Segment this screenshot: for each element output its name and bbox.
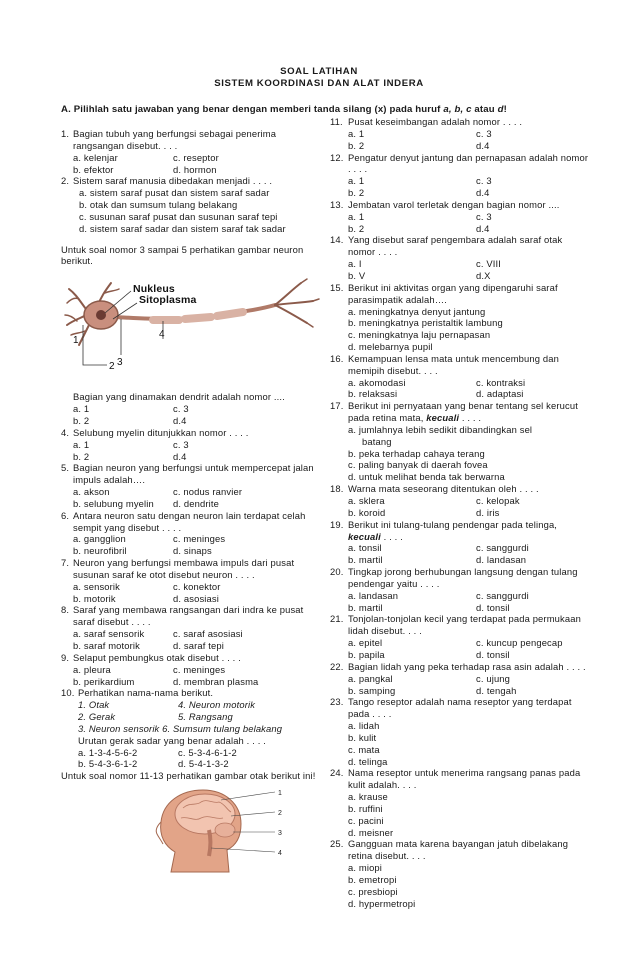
brain-label-3: 3 [278,830,283,838]
option-d: d. untuk melihat benda tak berwarna [348,471,505,483]
option-b: b. 2 [348,222,365,234]
option-b: b. motorik [73,592,116,604]
option-b: b. V [348,269,366,281]
question-18: 18. Warna mata seseorang ditentukan oleh . . . . a. sklera c. kelopak b. koroid d. iris [330,483,590,519]
label-4: 4 [159,329,165,341]
option-c: c. paling banyak di daerah fovea [348,459,488,471]
statement-4: 4. Neuron motorik [178,699,256,711]
option-b: b. relaksasi [348,388,398,400]
option-c: c. 3 [476,175,492,187]
option-d: d.4 [173,414,187,426]
statement-5: 5. Rangsang [178,711,233,723]
note-neuron: Untuk soal nomor 3 sampai 5 perhatikan gambar neuron berikut. [61,243,304,267]
option-a: a. 1-3-4-5-6-2 [78,746,138,758]
option-c: c. reseptor [173,151,219,163]
option-c: c. 3 [173,403,189,415]
statement-2: 2. Gerak [78,711,116,723]
option-a: a. gangglion [73,533,126,545]
option-a: a. miopi [348,862,383,874]
label-nucleus: Nukleus [133,283,175,296]
question-8: 8. Saraf yang membawa rangsangan dari indra ke pusat saraf disebut . . . . a. saraf sensorik c. saraf asosiasi b. saraf motorik d. saraf tepi [61,604,323,651]
question-12: 12. Pengatur denyut jantung dan pernapasan adalah nomor . . . . a. 1 c. 3 b. 2 d.4 [330,151,589,199]
label-1: 1 [73,335,79,347]
option-c: c. presbiopi [348,885,398,897]
option-b: b. selubung myelin [73,497,154,509]
option-a: a. tonsil [348,542,382,554]
label-sitoplasma: Sitoplasma [139,294,197,307]
question-14: 14. Yang disebut saraf pengembara adalah saraf otak nomor . . . . a. I c. VIII b. V d.X [330,234,590,281]
option-b: b. emetropi [348,874,397,885]
question-13: 13. Jembatan varol terletak dengan bagian nomor .... a. 1 c. 3 b. 2 d.4 [330,199,590,235]
option-a: a. kelenjar [73,151,118,163]
option-b: b. 2 [73,414,90,426]
option-d: d.4 [476,139,490,151]
option-d: d. tonsil [476,601,510,613]
option-d: d. saraf tepi [173,640,224,651]
question-24: 24. Nama reseptor untuk menerima rangsang panas pada kulit adalah. . . . a. krause b. ruffini c. pacini d. meisner [330,767,590,838]
option-b: b. 5-4-3-6-1-2 [78,758,138,770]
label-2: 2 [109,361,115,373]
page-title: SOAL LATIHAN [280,66,358,77]
option-d: d. dendrite [173,497,219,509]
option-b: b. neurofibril [73,545,127,557]
option-b: b. martil [348,554,383,566]
option-d: d. tonsil [476,648,510,660]
question-22: 22. Bagian lidah yang peka terhadap rasa asin adalah . . . . a. pangkal c. ujung b. samping d. tengah [330,661,590,697]
question-7: 7. Neuron yang berfungsi membawa impuls dari pusat susunan saraf ke otot disebut neuron . . . . a. sensorik c. konektor b. motorik d. asosiasi [61,557,323,604]
option-b: b. martil [348,601,383,613]
option-d: d. telinga [348,755,388,767]
question-20: 20. Tingkap jorong berhubungan langsung dengan tulang pendengar yaitu . . . . a. landasan c. sanggurdi b. martil d. tonsil [330,566,590,613]
option-a: a. meningkatnya denyut jantung [348,305,486,317]
option-c: c. konektor [173,580,221,592]
option-d: d. sistem saraf sadar dan sistem saraf tak sadar [79,222,286,234]
question-23: 23. Tango reseptor adalah nama reseptor yang terdapat pada . . . . a. lidah b. kulit c. mata d. telinga [330,696,590,767]
statement-1: 1. Otak [78,699,110,711]
option-a: a. 1 [348,175,365,187]
option-d: d. landasan [476,554,527,566]
option-d: d. meisner [348,826,394,838]
option-a: a. saraf sensorik [73,628,145,640]
option-c: c. 3 [173,438,189,450]
option-a: a. 1 [73,438,90,450]
option-d: d.4 [476,222,490,234]
statement-3-6: 3. Neuron sensorik 6. Sumsum tulang belakang [78,722,283,734]
option-a: a. 1 [73,403,90,415]
neuron-figure [61,273,323,379]
option-d: d. melebarnya pupil [348,341,433,353]
question-9: 9. Selaput pembungkus otak disebut . . . . a. pleura c. meninges b. perikardium d. membran plasma [61,652,323,688]
option-c: c. pacini [348,814,384,826]
option-b: b. peka terhadap cahaya terang [348,447,485,459]
option-c: c. susunan saraf pusat dan susunan saraf tepi [79,210,278,222]
right-column [330,116,590,910]
question-16: 16. Kemampuan lensa mata untuk mencembung dan memipih disebut. . . . a. akomodasi c. kontraksi b. relaksasi d. adaptasi [330,353,590,400]
option-c: c. meninges [173,533,226,545]
option-c: c. ujung [476,672,511,684]
question-4: 4. Selubung myelin ditunjukkan nomor . . . . a. 1 c. 3 b. 2 d.4 [61,427,323,463]
option-d: d. iris [476,506,500,518]
option-c: c. VIII [476,258,502,270]
option-c: c. mata [348,743,380,755]
brain-label-2: 2 [278,810,283,818]
option-b: b. 2 [348,187,365,199]
question-5: 5. Bagian neuron yang berfungsi untuk mempercepat jalan impuls adalah…. a. akson c. nodus ranvier b. selubung myelin d. dendrite [61,462,323,509]
option-a: a. lidah [348,720,380,732]
option-c: c. sanggurdi [476,542,529,554]
option-b: b. 2 [348,139,365,151]
left-column [61,128,323,876]
option-b: b. saraf motorik [73,640,141,651]
option-b: b. efektor [73,163,114,175]
question-2: 2. Sistem saraf manusia dibedakan menjadi . . . . a. sistem saraf pusat dan sistem saraf sadar b. otak dan sumsum tulang belakang c. susunan saraf pusat dan susunan saraf tepi d. sistem saraf sadar dan sistem saraf tak sadar [61,175,323,234]
option-c: c. 3 [476,210,492,222]
label-3: 3 [117,357,123,369]
brain-label-4: 4 [278,850,283,858]
option-a: a. epitel [348,637,383,649]
option-c: c. 5-3-4-6-1-2 [178,746,237,758]
option-c: c. saraf asosiasi [173,628,243,640]
question-3: Bagian yang dinamakan dendrit adalah nomor .... a. 1 c. 3 b. 2 d.4 [61,391,323,427]
question-25: 25. Gangguan mata karena bayangan jatuh dibelakang retina disebut. . . . a. miopi b. emetropi c. presbiopi d. hypermetropi [330,838,590,909]
question-10-order: Urutan gerak sadar yang benar adalah . . . . [78,734,266,746]
option-d: d. 5-4-1-3-2 [178,758,229,770]
option-c: c. kontraksi [476,376,526,388]
option-d: d. adaptasi [476,388,524,400]
option-d: d. membran plasma [173,675,259,687]
option-c: c. kelopak [476,495,520,506]
option-b: b. 2 [73,450,90,462]
question-6: 6. Antara neuron satu dengan neuron lain terdapat celah sempit yang disebut . . . . a. gangglion c. meninges b. neurofibril d. sinaps [61,510,323,557]
option-a: a. akomodasi [348,376,406,388]
question-15: 15. Berikut ini aktivitas organ yang dipengaruhi saraf parasimpatik adalah…. a. meningkatnya denyut jantung b. meningkatnya peristaltik lambung c. meningkatnya laju pernapasan d. melebarnya pupil [330,282,590,353]
option-b: b. papila [348,648,385,660]
option-a: a. pangkal [348,672,393,684]
option-a: a. sistem saraf pusat dan sistem saraf sadar [79,187,270,199]
option-a: a. akson [73,486,110,498]
question-19: 19. Berikut ini tulang-tulang pendengar pada telinga, kecuali . . . . a. tonsil c. sanggurdi b. martil d. landasan [330,519,590,566]
question-10: 10. Perhatikan nama-nama berikut. 1. Otak 4. Neuron motorik 2. Gerak 5. Rangsang 3. Neuron sensorik 6. Sumsum tulang belakang Urutan gerak sadar yang benar adalah . . . . a. 1-3-4-5-6-2 c. 5-3-4-6-1-2 b. 5-4-3-6-1-2 d. 5-4-1-3-2 [61,687,323,770]
note-brain: Untuk soal nomor 11-13 perhatikan gambar otak berikut ini! [61,770,316,782]
option-a: a. sensorik [73,580,120,592]
question-17: 17. Berikut ini pernyataan yang benar tentang sel kerucut pada retina mata, kecuali . . . . a. jumlahnya lebih sedikit dibandingkan sel batang b. peka terhadap cahaya terang c. paling banyak di daerah fovea d. untuk melihat benda tak berwarna [330,400,590,483]
option-d: d. hormon [173,163,217,175]
option-d: d. tengah [476,684,517,696]
option-c: c. 3 [476,127,492,139]
option-d: d.X [476,269,491,281]
option-c: c. meningkatnya laju pernapasan [348,329,491,341]
option-a: a. jumlahnya lebih sedikit dibandingkan sel [348,423,533,435]
option-b: b. samping [348,684,396,696]
instruction-text: A. Pilihlah satu jawaban yang benar dengan memberi tanda silang (x) pada huruf a, b, c atau d! [61,104,507,115]
option-a: a. 1 [348,210,365,222]
option-a: a. landasan [348,589,399,601]
option-b: b. meningkatnya peristaltik lambung [348,317,503,329]
option-a: a. sklera [348,495,385,506]
option-c: c. meninges [173,663,226,675]
option-c: c. kuncup pengecap [476,637,563,649]
option-b: b. koroid [348,506,386,518]
option-a: a. krause [348,791,388,803]
option-a-cont: batang [362,435,392,447]
option-b: b. perikardium [73,675,135,687]
option-d: d. asosiasi [173,592,219,604]
option-a: a. 1 [348,127,365,139]
question-21: 21. Tonjolan-tonjolan kecil yang terdapat pada permukaan lidah disebut. . . . a. epitel c. kuncup pengecap b. papila d. tonsil [330,613,590,660]
option-c: c. sanggurdi [476,589,529,601]
brain-label-1: 1 [278,790,283,798]
option-a: a. pleura [73,663,111,675]
option-d: d. sinaps [173,545,212,557]
option-b: b. ruffini [348,802,383,814]
option-b: b. kulit [348,731,377,743]
page-subtitle: SISTEM KOORDINASI DAN ALAT INDERA [214,78,424,89]
option-b: b. otak dan sumsum tulang belakang [79,199,238,211]
question-11: 11. Pusat keseimbangan adalah nomor . . . . a. 1 c. 3 b. 2 d.4 [330,116,590,152]
option-d: d.4 [476,187,490,199]
brain-figure [141,786,341,876]
option-c: c. nodus ranvier [173,486,243,498]
option-a: a. I [348,258,362,270]
option-d: d.4 [173,450,187,462]
option-d: d. hypermetropi [348,897,416,909]
question-1: 1. Bagian tubuh yang berfungsi sebagai penerima rangsangan disebut. . . . a. kelenjar c. reseptor b. efektor d. hormon [61,128,323,175]
